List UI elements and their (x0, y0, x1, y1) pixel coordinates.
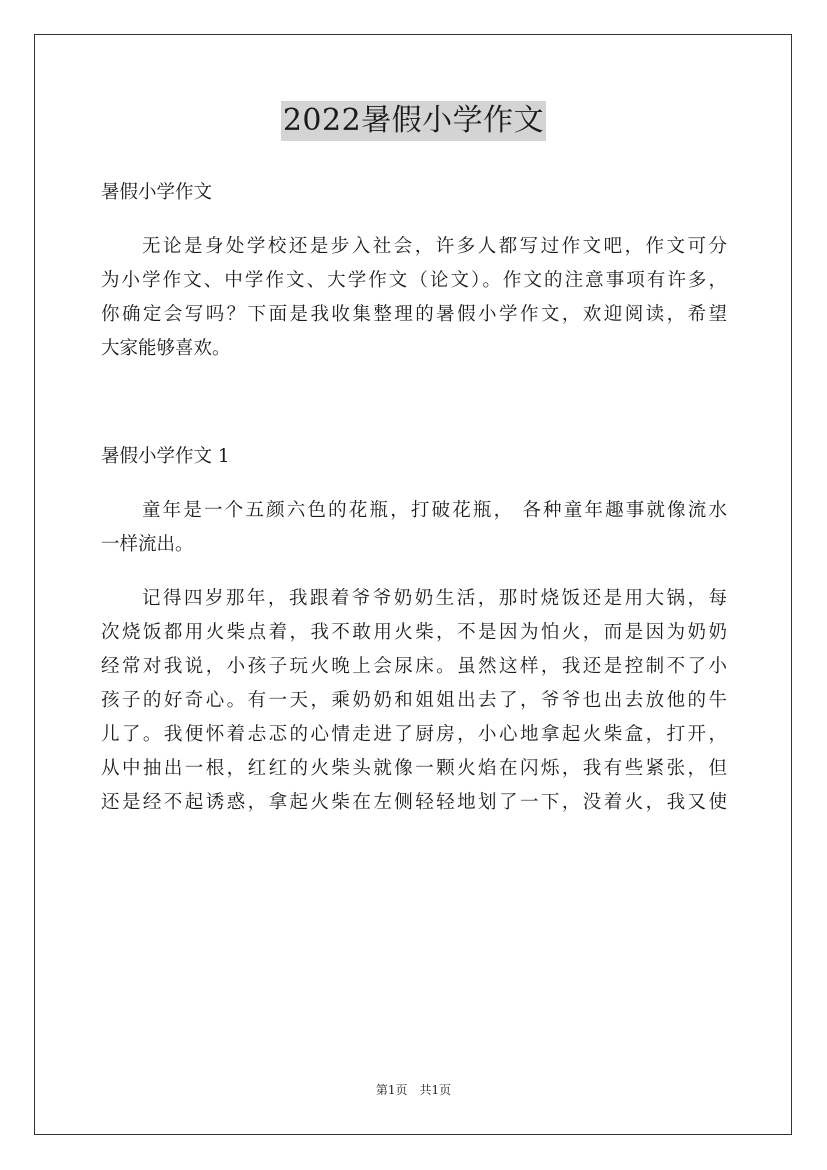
para2-line-6: 从中抽出一根，红红的火柴头就像一颗火焰在闪烁，我有些紧张，但 (101, 758, 727, 779)
title-container (0, 101, 827, 141)
page-footer (0, 1082, 827, 1098)
page-number: 第1页 共1页 (375, 1083, 452, 1097)
intro-line-4: 大家能够喜欢。 (101, 338, 231, 359)
para2-line-7: 还是经不起诱惑，拿起火柴在左侧轻轻地划了一下，没着火，我又使 (101, 792, 727, 813)
document-title: 2022暑假小学作文 (281, 101, 546, 141)
essay-1-heading: 暑假小学作文 1 (101, 446, 230, 467)
intro-paragraph (101, 230, 727, 366)
para2-line-4: 孩子的好奇心。有一天，乘奶奶和姐姐出去了，爷爷也出去放他的牛 (101, 690, 727, 711)
document-body (101, 176, 727, 820)
intro-heading: 暑假小学作文 (101, 182, 213, 203)
intro-line-2: 为小学作文、中学作文、大学作文（论文）。作文的注意事项有许多， (101, 270, 727, 291)
intro-line-1: 无论是身处学校还是步入社会，许多人都写过作文吧，作文可分 (142, 236, 727, 257)
section-spacer (101, 386, 727, 440)
essay-1-paragraph-2 (101, 582, 727, 820)
intro-line-3: 你确定会写吗？下面是我收集整理的暑假小学作文，欢迎阅读，希望 (101, 304, 727, 325)
para2-line-3: 经常对我说，小孩子玩火晚上会尿床。虽然这样，我还是控制不了小 (101, 656, 727, 677)
para2-line-2: 次烧饭都用火柴点着，我不敢用火柴，不是因为怕火，而是因为奶奶 (101, 622, 727, 643)
para1-line-1: 童年是一个五颜六色的花瓶，打破花瓶， 各种童年趣事就像流水 (142, 500, 727, 521)
para2-line-1: 记得四岁那年，我跟着爷爷奶奶生活，那时烧饭还是用大锅，每 (142, 588, 727, 609)
essay-1-paragraph-1 (101, 494, 727, 562)
para1-line-2: 一样流出。 (101, 534, 194, 555)
para2-line-5: 儿了。我便怀着忐忑的心情走进了厨房，小心地拿起火柴盒，打开， (101, 724, 727, 745)
